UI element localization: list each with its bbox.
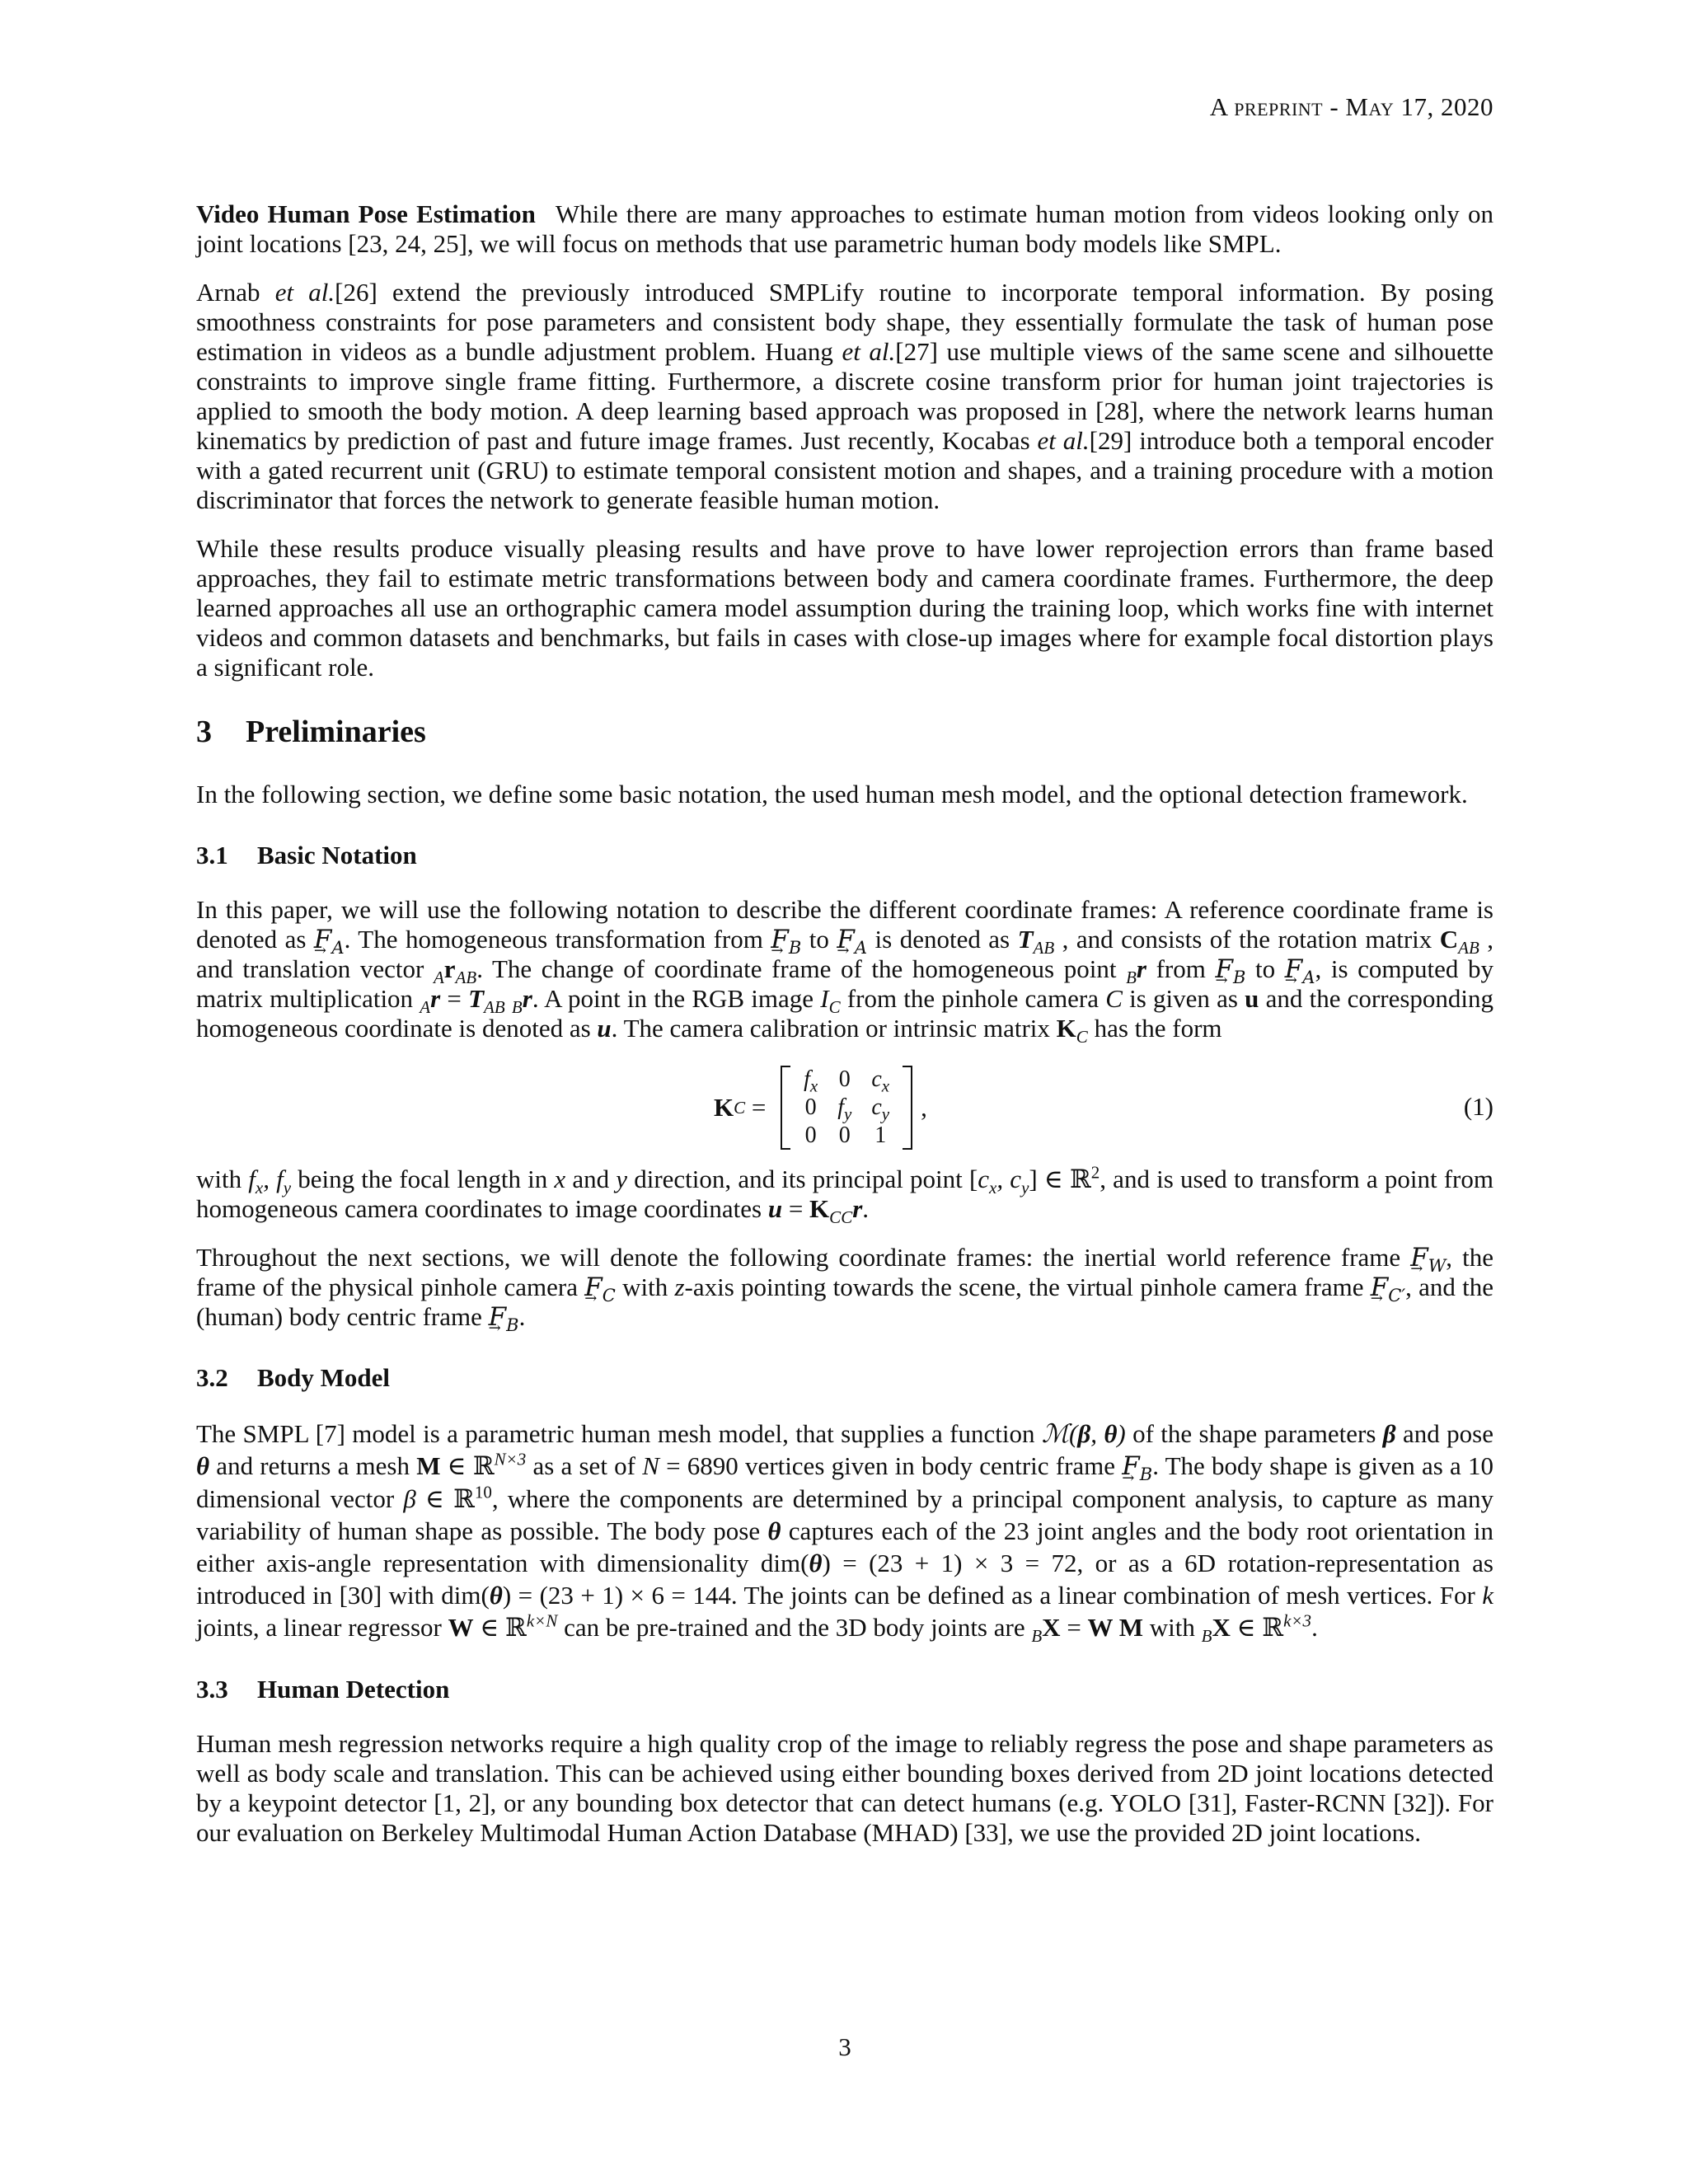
page-content [196, 199, 1493, 1867]
subsection-heading-body-model: 3.2 Body Model [196, 1363, 391, 1392]
paragraph-notation: In this paper, we will use the following notation to describe the different coordinate frames: A reference coordinate frame is denoted as $F_A$ →. The homogeneous transformation from $F_B$ → to $F_A$ → is denoted as $T_{AB}$ , and consists of the rotation matrix $C_{AB}$ , and translation vector $_Ar_{AB}$. The change of coordinate frame of the homogeneous point $_B$r from $F_B$ → to $F_A$ →, is computed by matrix multiplication $_Ar = T_{AB}$ $_B$r. A point in the RGB image $I_C$ from the pinhole camera C is given as u and the corresponding homogeneous coordinate is denoted as u. The camera calibration or intrinsic matrix $K_C$ has the form [196, 895, 1493, 1043]
paragraph-video-pose-intro: Video Human Pose Estimation While there are many approaches to estimate human motion from videos looking only on joint locations [23, 24, 25], we will focus on methods that use parametric human body models like SMPL. [196, 199, 1493, 258]
paragraph-preliminaries-intro: In the following section, we define some basic notation, the used human mesh model, and the optional detection framework. [196, 780, 1468, 808]
paragraph-body-model: The SMPL [7] model is a parametric human mesh model, that supplies a function ℳ(β, θ) of the shape parameters β and pose θ and returns a mesh M ∈ ℝ$^{N\times 3}$ as a set of N = 6890 vertices given in body centric frame $F_B$ →. The body shape is given as a 10 dimensional vector β ∈ ℝ$^{10}$, where the components are determined by a principal component analysis, to capture as many variability of human shape as possible. The body pose θ captures each of the 23 joint angles and the body root orientation in either axis-angle representation with dimensionality dim(θ) = (23 + 1) × 3 = 72, or as a 6D rotation-representation as introduced in [30] with dim(θ) = (23 + 1) × 6 = 144. The joints can be defined as a linear combination of mesh vertices. For k joints, a linear regressor W ∈ ℝ$^{k\times N}$ can be pre-trained and the 3D body joints are $_B$X = W M with $_B$X ∈ ℝ$^{k\times 3}$. [196, 1418, 1493, 1643]
equation-intrinsic-matrix [196, 1062, 1493, 1153]
paragraph-coordinate-frames: Throughout the next sections, we will denote the following coordinate frames: the inertial world reference frame $F_W$ →, the frame of the physical pinhole camera $F_C$ → with z-axis pointing towards the scene, the virtual pinhole camera frame $F_{C'}$ →, and the (human) body centric frame $F_B$ →. [196, 1243, 1493, 1332]
paragraph-limitations: While these results produce visually pleasing results and have prove to have lower reprojection errors than frame based approaches, they fail to estimate metric transformations between body and camera coordinate frames. Furthermore, the deep learned approaches all use an orthographic camera model assumption during the training loop, which works fine with internet videos and common datasets and benchmarks, but fails in cases with close-up images where for example focal distortion plays a significant role. [196, 534, 1493, 682]
paragraph-focal-length: with $f_x$, $f_y$ being the focal length in x and y direction, and its principal point [$c_x$, $c_y$] ∈ ℝ$^2$, and is used to transform a point from homogeneous camera coordinates to image coordinates $u = K_{CC}r$. [196, 1162, 1493, 1228]
section-heading-preliminaries: 3 Preliminaries [196, 715, 426, 749]
subsection-heading-basic-notation: 3.1 Basic Notation [196, 841, 417, 869]
equation-number: (1) [1463, 1092, 1493, 1121]
page-number: 3 [838, 2032, 851, 2061]
running-header: A preprint - May 17, 2020 [1209, 92, 1493, 121]
intrinsic-matrix: $f_x$ 0 $c_x$ 0 $f_y$ $c_y$ 0 0 1 [781, 1066, 912, 1150]
paragraph-related-work: Arnab et al.[26] extend the previously introduced SMPLify routine to incorporate temporal information. By posing smoothness constraints for pose parameters and consistent body shape, they essentially formulate the task of human pose estimation in videos as a bundle adjustment problem. Huang et al.[27] use multiple views of the same scene and silhouette constraints to improve single frame fitting. Furthermore, a discrete cosine transform prior for human joint trajectories is applied to smooth the body motion. A deep learning based approach was proposed in [28], where the network learns human kinematics by prediction of past and future image frames. Just recently, Kocabas et al.[29] introduce both a temporal encoder with a gated recurrent unit (GRU) to estimate temporal consistent motion and shapes, and a training procedure with a motion discriminator that forces the network to generate feasible human motion. [196, 278, 1493, 514]
paragraph-human-detection: Human mesh regression networks require a high quality crop of the image to reliably regress the pose and shape parameters as well as body scale and translation. This can be achieved using either bounding boxes derived from 2D joint locations detected by a keypoint detector [1, 2], or any bounding box detector that can detect humans (e.g. YOLO [31], Faster-RCNN [32]). For our evaluation on Berkeley Multimodal Human Action Database (MHAD) [33], we use the provided 2D joint locations. [196, 1729, 1493, 1847]
runin-heading: Video Human Pose Estimation [196, 199, 536, 228]
subsection-heading-human-detection: 3.3 Human Detection [196, 1675, 450, 1704]
equation-body: K C = $f_x$ 0 $c_x$ 0 $f_y$ $c_y$ 0 0 1 , [714, 1066, 927, 1148]
